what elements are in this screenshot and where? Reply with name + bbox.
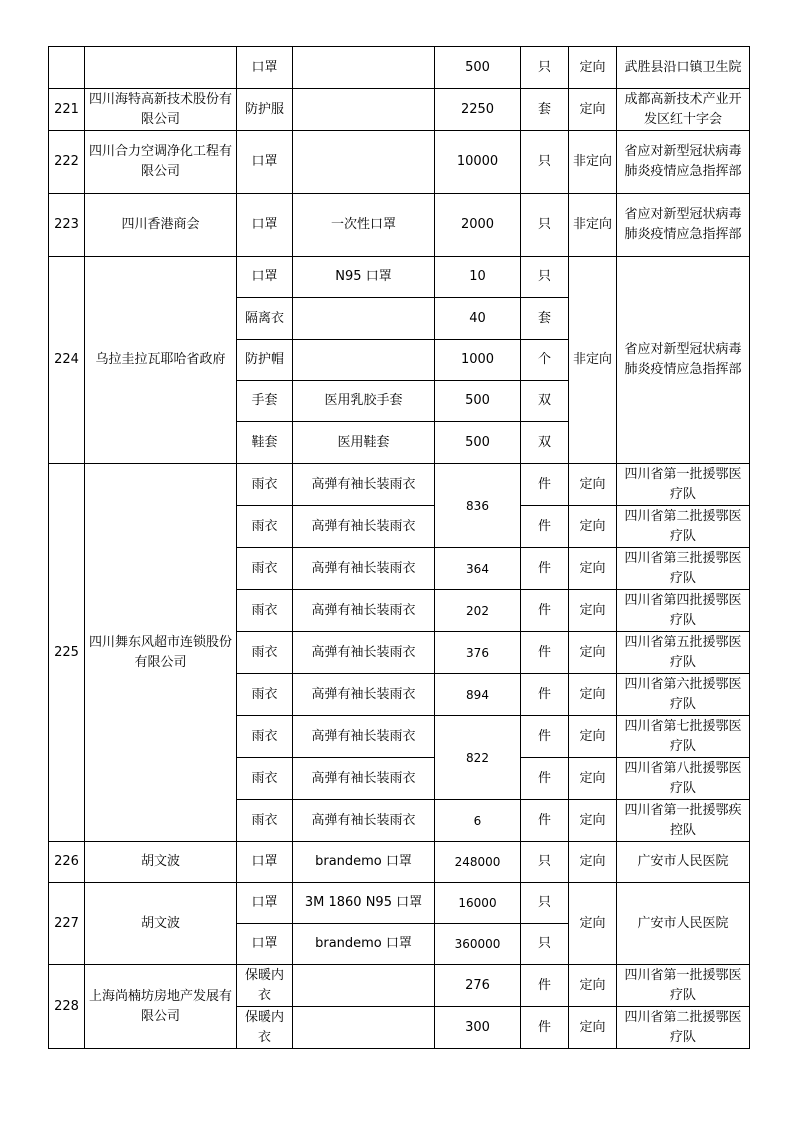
donation-direction: 定向	[569, 842, 617, 883]
item-spec	[293, 965, 435, 1007]
item-spec: 高弹有袖长装雨衣	[293, 758, 435, 800]
item-spec	[293, 1007, 435, 1049]
item-name: 保暖内衣	[237, 1007, 293, 1049]
item-spec: 高弹有袖长装雨衣	[293, 674, 435, 716]
item-name: 雨衣	[237, 632, 293, 674]
donation-direction: 定向	[569, 590, 617, 632]
item-name: 保暖内衣	[237, 965, 293, 1007]
donor-name: 胡文波	[85, 842, 237, 883]
donation-table	[48, 46, 750, 1049]
table-row	[49, 194, 750, 257]
donation-direction: 定向	[569, 674, 617, 716]
donation-direction: 定向	[569, 965, 617, 1007]
item-spec: brandemo 口罩	[293, 842, 435, 883]
item-quantity: 836	[435, 464, 521, 548]
donation-direction: 定向	[569, 800, 617, 842]
item-unit: 件	[521, 1007, 569, 1049]
item-name: 鞋套	[237, 422, 293, 464]
item-name: 隔离衣	[237, 298, 293, 340]
item-spec: 高弹有袖长装雨衣	[293, 464, 435, 506]
item-name: 口罩	[237, 883, 293, 924]
item-quantity: 202	[435, 590, 521, 632]
item-spec: 高弹有袖长装雨衣	[293, 800, 435, 842]
recipient: 省应对新型冠状病毒肺炎疫情应急指挥部	[617, 257, 750, 464]
item-quantity: 364	[435, 548, 521, 590]
item-unit: 只	[521, 257, 569, 298]
recipient: 成都高新技术产业开发区红十字会	[617, 89, 750, 131]
recipient: 四川省第一批援鄂医疗队	[617, 464, 750, 506]
row-number	[49, 47, 85, 89]
donor-name: 四川海特高新技术股份有限公司	[85, 89, 237, 131]
row-number: 225	[49, 464, 85, 842]
donation-direction: 定向	[569, 1007, 617, 1049]
recipient: 四川省第二批援鄂医疗队	[617, 1007, 750, 1049]
item-name: 手套	[237, 381, 293, 422]
donation-direction: 定向	[569, 632, 617, 674]
row-number: 227	[49, 883, 85, 965]
donation-direction: 定向	[569, 47, 617, 89]
row-number: 223	[49, 194, 85, 257]
item-name: 口罩	[237, 924, 293, 965]
item-name: 雨衣	[237, 506, 293, 548]
item-name: 雨衣	[237, 548, 293, 590]
item-spec: 医用鞋套	[293, 422, 435, 464]
recipient: 广安市人民医院	[617, 883, 750, 965]
table-row	[49, 257, 750, 298]
recipient: 四川省第三批援鄂医疗队	[617, 548, 750, 590]
donation-direction: 定向	[569, 883, 617, 965]
item-unit: 件	[521, 800, 569, 842]
item-quantity: 2250	[435, 89, 521, 131]
item-name: 口罩	[237, 131, 293, 194]
recipient: 四川省第一批援鄂医疗队	[617, 965, 750, 1007]
item-quantity: 40	[435, 298, 521, 340]
item-name: 口罩	[237, 257, 293, 298]
item-spec	[293, 89, 435, 131]
row-number: 228	[49, 965, 85, 1049]
item-spec: 高弹有袖长装雨衣	[293, 548, 435, 590]
recipient: 四川省第二批援鄂医疗队	[617, 506, 750, 548]
item-unit: 件	[521, 965, 569, 1007]
table-row	[49, 464, 750, 506]
item-unit: 只	[521, 47, 569, 89]
item-quantity: 894	[435, 674, 521, 716]
item-quantity: 16000	[435, 883, 521, 924]
item-quantity: 822	[435, 716, 521, 800]
table-row	[49, 883, 750, 924]
item-unit: 双	[521, 422, 569, 464]
item-unit: 件	[521, 590, 569, 632]
donor-name	[85, 47, 237, 89]
item-unit: 只	[521, 131, 569, 194]
item-spec: 高弹有袖长装雨衣	[293, 590, 435, 632]
item-spec: 一次性口罩	[293, 194, 435, 257]
item-quantity: 360000	[435, 924, 521, 965]
item-name: 口罩	[237, 194, 293, 257]
recipient: 广安市人民医院	[617, 842, 750, 883]
item-spec: 高弹有袖长装雨衣	[293, 716, 435, 758]
item-spec	[293, 47, 435, 89]
donation-direction: 非定向	[569, 131, 617, 194]
item-spec: N95 口罩	[293, 257, 435, 298]
table-row	[49, 842, 750, 883]
item-unit: 套	[521, 89, 569, 131]
table-row	[49, 131, 750, 194]
item-name: 雨衣	[237, 464, 293, 506]
donation-direction: 定向	[569, 464, 617, 506]
table-row	[49, 47, 750, 89]
row-number: 224	[49, 257, 85, 464]
item-quantity: 2000	[435, 194, 521, 257]
item-unit: 件	[521, 548, 569, 590]
donation-direction: 定向	[569, 89, 617, 131]
item-spec: brandemo 口罩	[293, 924, 435, 965]
item-quantity: 10	[435, 257, 521, 298]
item-spec: 医用乳胶手套	[293, 381, 435, 422]
donor-name: 乌拉圭拉瓦耶哈省政府	[85, 257, 237, 464]
table-row	[49, 89, 750, 131]
item-unit: 套	[521, 298, 569, 340]
item-unit: 双	[521, 381, 569, 422]
item-spec: 3M 1860 N95 口罩	[293, 883, 435, 924]
item-spec: 高弹有袖长装雨衣	[293, 632, 435, 674]
recipient: 四川省第五批援鄂医疗队	[617, 632, 750, 674]
recipient: 四川省第六批援鄂医疗队	[617, 674, 750, 716]
recipient: 四川省第七批援鄂医疗队	[617, 716, 750, 758]
item-spec	[293, 131, 435, 194]
item-name: 口罩	[237, 842, 293, 883]
donation-direction: 定向	[569, 716, 617, 758]
item-quantity: 376	[435, 632, 521, 674]
item-unit: 件	[521, 716, 569, 758]
item-unit: 只	[521, 842, 569, 883]
item-quantity: 248000	[435, 842, 521, 883]
recipient: 四川省第一批援鄂疾控队	[617, 800, 750, 842]
item-quantity: 500	[435, 422, 521, 464]
item-quantity: 500	[435, 47, 521, 89]
item-unit: 个	[521, 340, 569, 381]
donor-name: 上海尚楠坊房地产发展有限公司	[85, 965, 237, 1049]
item-quantity: 6	[435, 800, 521, 842]
item-quantity: 1000	[435, 340, 521, 381]
donor-name: 四川香港商会	[85, 194, 237, 257]
item-name: 防护帽	[237, 340, 293, 381]
item-quantity: 276	[435, 965, 521, 1007]
item-quantity: 500	[435, 381, 521, 422]
recipient: 省应对新型冠状病毒肺炎疫情应急指挥部	[617, 131, 750, 194]
item-spec: 高弹有袖长装雨衣	[293, 506, 435, 548]
item-unit: 件	[521, 632, 569, 674]
recipient: 省应对新型冠状病毒肺炎疫情应急指挥部	[617, 194, 750, 257]
item-name: 防护服	[237, 89, 293, 131]
item-name: 雨衣	[237, 716, 293, 758]
donor-name: 胡文波	[85, 883, 237, 965]
donation-direction: 定向	[569, 548, 617, 590]
row-number: 221	[49, 89, 85, 131]
item-unit: 件	[521, 506, 569, 548]
row-number: 222	[49, 131, 85, 194]
recipient: 武胜县沿口镇卫生院	[617, 47, 750, 89]
item-name: 雨衣	[237, 758, 293, 800]
recipient: 四川省第四批援鄂医疗队	[617, 590, 750, 632]
item-spec	[293, 298, 435, 340]
donation-direction: 非定向	[569, 194, 617, 257]
donation-direction: 定向	[569, 758, 617, 800]
item-name: 雨衣	[237, 800, 293, 842]
item-unit: 只	[521, 883, 569, 924]
donation-direction: 非定向	[569, 257, 617, 464]
table-row	[49, 965, 750, 1007]
item-quantity: 10000	[435, 131, 521, 194]
item-unit: 件	[521, 464, 569, 506]
row-number: 226	[49, 842, 85, 883]
item-spec	[293, 340, 435, 381]
item-name: 雨衣	[237, 674, 293, 716]
item-unit: 件	[521, 758, 569, 800]
donation-direction: 定向	[569, 506, 617, 548]
donor-name: 四川舞东风超市连锁股份有限公司	[85, 464, 237, 842]
item-unit: 只	[521, 194, 569, 257]
item-quantity: 300	[435, 1007, 521, 1049]
item-name: 雨衣	[237, 590, 293, 632]
item-name: 口罩	[237, 47, 293, 89]
item-unit: 只	[521, 924, 569, 965]
recipient: 四川省第八批援鄂医疗队	[617, 758, 750, 800]
donor-name: 四川合力空调净化工程有限公司	[85, 131, 237, 194]
item-unit: 件	[521, 674, 569, 716]
